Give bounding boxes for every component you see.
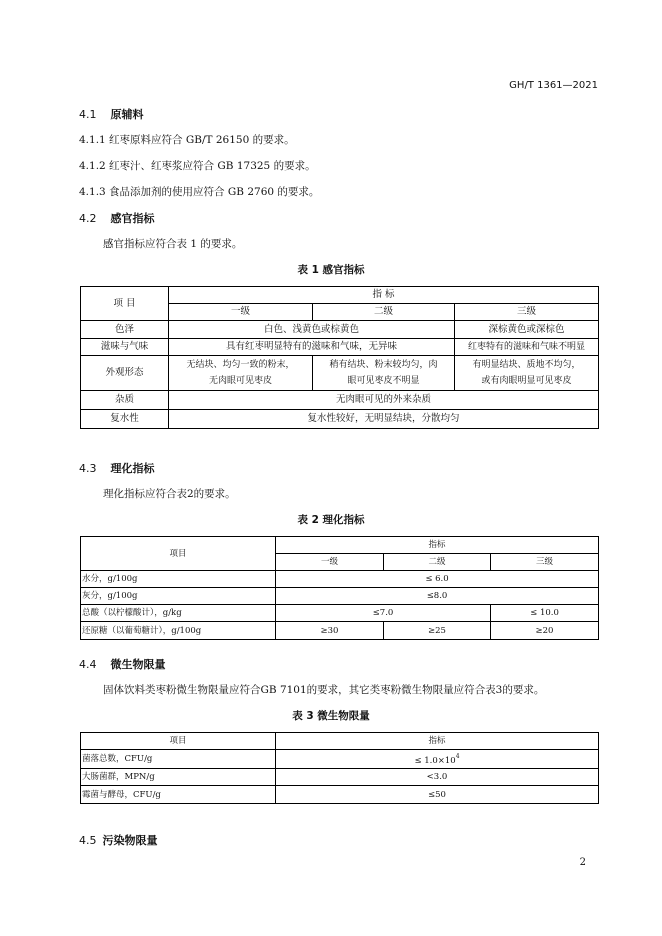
table-row bbox=[81, 605, 599, 622]
row-label: 大肠菌群，MPN/g bbox=[81, 769, 276, 786]
cell-value: ≤ 1.0×10 bbox=[414, 756, 456, 766]
row-label: 杂质 bbox=[81, 391, 169, 410]
section-title: 微生物限量 bbox=[110, 658, 166, 671]
cell bbox=[313, 356, 455, 391]
header-index: 指标 bbox=[276, 733, 599, 750]
grade-3: 三级 bbox=[491, 554, 599, 571]
section-title: 原辅料 bbox=[110, 108, 144, 121]
cell: ≥25 bbox=[384, 622, 491, 640]
cell-line: 或有肉眼明显可见枣皮 bbox=[481, 376, 572, 386]
section-4-2-intro: 感官指标应符合表 1 的要求。 bbox=[103, 238, 243, 250]
physicochemical-table bbox=[80, 536, 599, 640]
table-row bbox=[81, 410, 599, 429]
page-number: 2 bbox=[579, 857, 586, 868]
cell: 具有红枣明显特有的滋味和气味，无异味 bbox=[169, 339, 455, 356]
table-row bbox=[81, 571, 599, 588]
header-item: 项 目 bbox=[81, 287, 169, 321]
row-label: 水分，g/100g bbox=[81, 571, 276, 588]
row-label: 复水性 bbox=[81, 410, 169, 429]
section-number: 4.1 bbox=[79, 108, 97, 121]
cell: ≤7.0 bbox=[276, 605, 491, 622]
table-row bbox=[81, 356, 599, 391]
table-row bbox=[81, 588, 599, 605]
exponent: 4 bbox=[455, 753, 460, 760]
table-row bbox=[81, 339, 599, 356]
table-3-caption: 表 3 微生物限量 bbox=[292, 710, 370, 722]
cell: ≤ 6.0 bbox=[276, 571, 599, 588]
header-index: 指标 bbox=[276, 537, 599, 554]
section-number: 4.5 bbox=[79, 834, 97, 847]
cell-line: 稍有结块、粉末较均匀，肉 bbox=[329, 360, 438, 370]
header-item: 项目 bbox=[81, 733, 276, 750]
table-row bbox=[81, 391, 599, 410]
section-title: 感官指标 bbox=[110, 212, 155, 225]
microbial-table bbox=[80, 732, 599, 804]
cell: ≤50 bbox=[276, 786, 599, 804]
row-label: 菌落总数，CFU/g bbox=[81, 750, 276, 769]
clause-4-1-2: 4.1.2 红枣汁、红枣浆应符合 GB 17325 的要求。 bbox=[79, 160, 316, 172]
row-label: 外观形态 bbox=[81, 356, 169, 391]
row-label: 滋味与气味 bbox=[81, 339, 169, 356]
grade-2: 二级 bbox=[313, 304, 455, 321]
cell: 无肉眼可见的外来杂质 bbox=[169, 391, 599, 410]
header-index: 指 标 bbox=[169, 287, 599, 304]
section-4-4-heading bbox=[79, 656, 166, 672]
cell: ≤ 10.0 bbox=[491, 605, 599, 622]
row-label: 灰分，g/100g bbox=[81, 588, 276, 605]
table-row bbox=[81, 321, 599, 339]
section-4-3-intro: 理化指标应符合表2的要求。 bbox=[103, 488, 236, 500]
cell bbox=[455, 356, 599, 391]
cell bbox=[276, 750, 599, 769]
grade-3: 三级 bbox=[455, 304, 599, 321]
section-number: 4.2 bbox=[79, 212, 97, 225]
cell: ≥20 bbox=[491, 622, 599, 640]
grade-2: 二级 bbox=[384, 554, 491, 571]
section-4-3-heading bbox=[79, 460, 155, 476]
table-row bbox=[81, 769, 599, 786]
section-4-2-heading bbox=[79, 210, 155, 226]
cell: 复水性较好，无明显结块，分散均匀 bbox=[169, 410, 599, 429]
section-4-5-heading bbox=[79, 832, 158, 848]
row-label: 霉菌与酵母，CFU/g bbox=[81, 786, 276, 804]
row-label: 还原糖（以葡萄糖计），g/100g bbox=[81, 622, 276, 640]
clause-4-1-1: 4.1.1 红枣原料应符合 GB/T 26150 的要求。 bbox=[79, 134, 295, 146]
row-label: 色泽 bbox=[81, 321, 169, 339]
cell-line: 眼可见枣皮不明显 bbox=[347, 376, 420, 386]
section-number: 4.4 bbox=[79, 658, 97, 671]
section-number: 4.3 bbox=[79, 462, 97, 475]
section-title: 理化指标 bbox=[110, 462, 155, 475]
grade-1: 一级 bbox=[276, 554, 384, 571]
cell: 白色、浅黄色或棕黄色 bbox=[169, 321, 455, 339]
section-4-4-intro: 固体饮料类枣粉微生物限量应符合GB 7101的要求，其它类枣粉微生物限量应符合表3的要求。 bbox=[103, 684, 545, 696]
section-title: 污染物限量 bbox=[102, 834, 158, 847]
table-row bbox=[81, 786, 599, 804]
clause-4-1-3: 4.1.3 食品添加剂的使用应符合 GB 2760 的要求。 bbox=[79, 186, 320, 198]
cell: ≤8.0 bbox=[276, 588, 599, 605]
sensory-table bbox=[80, 286, 599, 429]
header-item: 项目 bbox=[81, 537, 276, 571]
table-2-caption: 表 2 理化指标 bbox=[297, 514, 365, 526]
section-4-1-heading bbox=[79, 106, 144, 122]
table-1-caption: 表 1 感官指标 bbox=[297, 264, 365, 276]
cell-line: 无肉眼可见枣皮 bbox=[208, 376, 272, 386]
table-row bbox=[81, 750, 599, 769]
cell: <3.0 bbox=[276, 769, 599, 786]
grade-1: 一级 bbox=[169, 304, 313, 321]
row-label: 总酸（以柠檬酸计），g/kg bbox=[81, 605, 276, 622]
cell: ≥30 bbox=[276, 622, 384, 640]
cell-line: 有明显结块、质地不均匀， bbox=[472, 360, 581, 370]
document-code: GH/T 1361—2021 bbox=[509, 80, 598, 91]
cell: 深棕黄色或深棕色 bbox=[455, 321, 599, 339]
cell-line: 无结块、均匀一致的粉末， bbox=[186, 360, 295, 370]
table-row bbox=[81, 622, 599, 640]
cell: 红枣特有的滋味和气味不明显 bbox=[455, 339, 599, 356]
cell bbox=[169, 356, 313, 391]
